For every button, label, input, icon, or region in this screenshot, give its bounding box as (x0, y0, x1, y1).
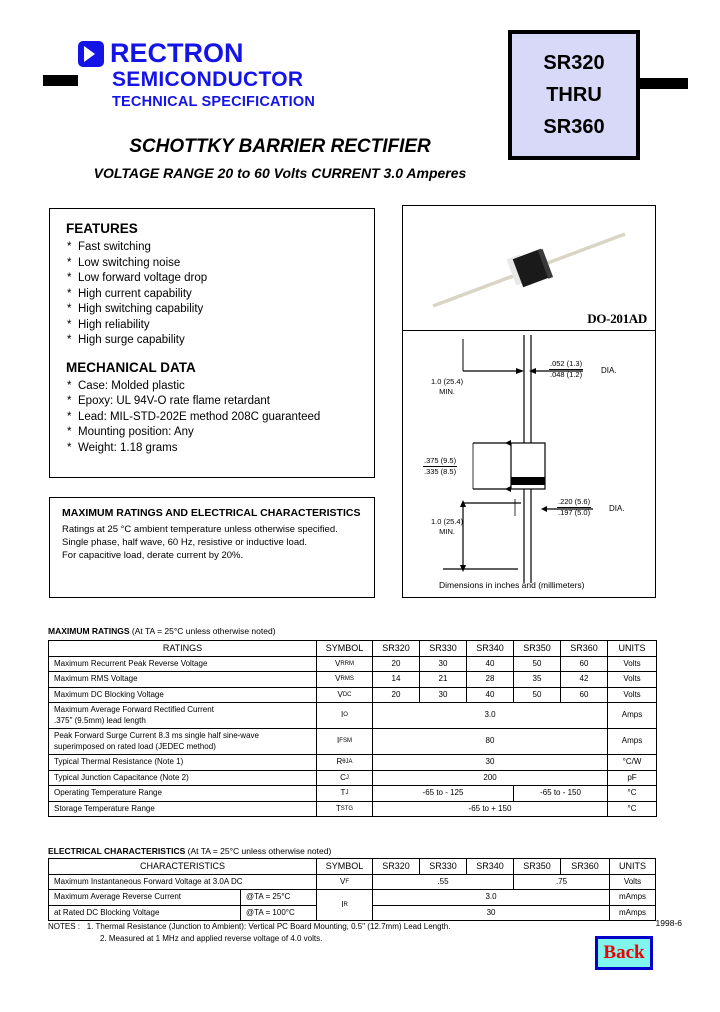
rating-value: 50 (514, 656, 561, 672)
rule-bar-left (43, 75, 78, 86)
characteristic-description: Maximum Instantaneous Forward Voltage at 3.0A DC (49, 874, 317, 890)
rating-value: 21 (420, 672, 467, 688)
characteristic-symbol: IR (317, 890, 373, 921)
max-ratings-table (48, 640, 657, 817)
table-header-cell: SYMBOL (317, 859, 373, 875)
table-header-cell: SR350 (514, 641, 561, 657)
rating-value: 30 (373, 755, 608, 771)
characteristic-units: mAmps (610, 890, 656, 906)
rating-units: °C/W (608, 755, 657, 771)
rating-description: Typical Junction Capacitance (Note 2) (49, 770, 317, 786)
characteristic-value: 3.0 (373, 890, 610, 906)
rating-value: 20 (373, 687, 420, 703)
rating-value: -65 to - 150 (514, 786, 608, 802)
electrical-characteristics-table (48, 858, 656, 921)
part-number-bottom: SR360 (543, 116, 605, 138)
rating-value: -65 to + 150 (373, 801, 608, 817)
brand-subline: SEMICONDUCTOR (112, 68, 304, 91)
rating-value: 200 (373, 770, 608, 786)
feature-item: * Low forward voltage drop (66, 271, 358, 287)
characteristic-description: Maximum Average Reverse Current (49, 890, 241, 906)
rating-value: 30 (420, 656, 467, 672)
page-subtitle: VOLTAGE RANGE 20 to 60 Volts CURRENT 3.0 Amperes (93, 165, 467, 181)
table-header-cell: SR320 (373, 641, 420, 657)
table-header-cell: SR350 (514, 859, 561, 875)
table-header-cell: UNITS (610, 859, 656, 875)
rating-units: Amps (608, 703, 657, 729)
table-row (49, 786, 657, 802)
table-header-cell: UNITS (608, 641, 657, 657)
rating-value: 35 (514, 672, 561, 688)
max-ratings-note-line: Ratings at 25 °C ambient temperature unless otherwise specified. (62, 524, 338, 535)
page-header (0, 0, 720, 190)
rating-value: -65 to - 125 (373, 786, 514, 802)
footer-notes (48, 921, 450, 944)
rating-units: °C (608, 786, 657, 802)
table-header-cell: SR320 (373, 859, 420, 875)
rating-description: Storage Temperature Range (49, 801, 317, 817)
rectron-logo-icon (78, 41, 104, 67)
rating-value: 28 (467, 672, 514, 688)
rating-units: °C (608, 801, 657, 817)
rating-symbol: CJ (317, 770, 373, 786)
package-type-label: DO-201AD (587, 311, 647, 326)
table-row (49, 729, 657, 755)
rating-symbol: VRRM (317, 656, 373, 672)
characteristic-description: at Rated DC Blocking Voltage (49, 905, 241, 921)
package-drawing-panel (402, 205, 656, 598)
semiconductor-row (78, 69, 408, 93)
max-ratings-note-panel (49, 497, 375, 598)
rating-description: Typical Thermal Resistance (Note 1) (49, 755, 317, 771)
mechanical-item: * Epoxy: UL 94V-O rate flame retardant (66, 394, 358, 410)
table-row (49, 890, 656, 906)
dim-body-diameter-word: DIA. (609, 504, 625, 513)
rating-description: Operating Temperature Range (49, 786, 317, 802)
table-header-cell: CHARACTERISTICS (49, 859, 317, 875)
rating-value: 20 (373, 656, 420, 672)
max-ratings-note-heading: MAXIMUM RATINGS AND ELECTRICAL CHARACTERISTICS (62, 507, 361, 519)
table-header-cell: SR330 (420, 641, 467, 657)
table-header-cell: SR340 (467, 859, 514, 875)
rating-value: 60 (561, 687, 608, 703)
table-row (49, 672, 657, 688)
table-row (49, 801, 657, 817)
technical-specification-label: TECHNICAL SPECIFICATION (112, 94, 316, 110)
package-photo (403, 206, 655, 331)
table-header-cell: SYMBOL (317, 641, 373, 657)
mechanical-item: * Case: Molded plastic (66, 379, 358, 395)
rating-description: Maximum Average Forward Rectified Current .375" (9.5mm) lead length (49, 703, 317, 729)
rating-symbol: VDC (317, 687, 373, 703)
rating-value: 40 (467, 687, 514, 703)
table-header-cell: SR330 (420, 859, 467, 875)
characteristic-units: mAmps (610, 905, 656, 921)
dim-body-length-label: .375 (9.5) .335 (8.5) (424, 456, 457, 476)
max-ratings-note-line: For capacitive load, derate current by 20%. (62, 550, 244, 561)
characteristic-value: .75 (514, 874, 610, 890)
table-header-row (49, 641, 657, 657)
dim-lead-top-label: 1.0 (25.4) MIN. (431, 377, 464, 396)
characteristic-value: 30 (373, 905, 610, 921)
rating-symbol: VRMS (317, 672, 373, 688)
table-header-cell: SR340 (467, 641, 514, 657)
rating-symbol: IO (317, 703, 373, 729)
mechanical-data-heading: MECHANICAL DATA (66, 359, 196, 375)
max-ratings-note-line: Single phase, half wave, 60 Hz, resistive or inductive load. (62, 537, 308, 548)
characteristic-value: .55 (373, 874, 514, 890)
rating-value: 80 (373, 729, 608, 755)
rating-value: 30 (420, 687, 467, 703)
rating-units: Volts (608, 656, 657, 672)
rating-description: Maximum Recurrent Peak Reverse Voltage (49, 656, 317, 672)
mechanical-item: * Lead: MIL-STD-202E method 208C guaranteed (66, 410, 358, 426)
feature-item: * High surge capability (66, 333, 358, 349)
table-row (49, 703, 657, 729)
company-logo-block (78, 40, 408, 110)
features-list (66, 240, 358, 349)
rating-symbol: TSTG (317, 801, 373, 817)
characteristic-condition: @TA = 100°C (241, 905, 317, 921)
brand-name: RECTRON (110, 38, 244, 68)
rating-value: 60 (561, 656, 608, 672)
max-ratings-note-lines (62, 523, 362, 562)
mechanical-item: * Mounting position: Any (66, 425, 358, 441)
dim-lead-diameter-label: .052 (1.3) .048 (1.2) (550, 359, 583, 379)
dim-lead-bottom-label: 1.0 (25.4) MIN. (431, 517, 464, 536)
table-row (49, 874, 656, 890)
rating-description: Peak Forward Surge Current 8.3 ms single half sine-wave superimposed on rated load (JEDEC method) (49, 729, 317, 755)
page-title: SCHOTTKY BARRIER RECTIFIER (129, 136, 431, 157)
brand-row (78, 40, 408, 67)
rating-units: pF (608, 770, 657, 786)
feature-item: * High reliability (66, 318, 358, 334)
features-heading: FEATURES (66, 221, 138, 236)
dim-lead-diameter-word: DIA. (601, 366, 617, 375)
rating-units: Volts (608, 672, 657, 688)
revision-date: 1998-6 (655, 918, 682, 928)
table-row (49, 687, 657, 703)
rating-value: 50 (514, 687, 561, 703)
rating-units: Volts (608, 687, 657, 703)
mechanical-data-list (66, 379, 358, 457)
feature-item: * Low switching noise (66, 256, 358, 272)
dim-body-diameter-label: .220 (5.6) .197 (5.0) (558, 497, 591, 517)
characteristic-symbol: VF (317, 874, 373, 890)
feature-item: * High current capability (66, 287, 358, 303)
table-header-cell: SR360 (561, 859, 610, 875)
mechanical-item: * Weight: 1.18 grams (66, 441, 358, 457)
table-row (49, 755, 657, 771)
back-button[interactable]: Back (595, 936, 653, 970)
characteristic-units: Volts (610, 874, 656, 890)
max-ratings-table-caption: MAXIMUM RATINGS (At TA = 25°C unless otherwise noted) (48, 626, 276, 636)
rating-value: 3.0 (373, 703, 608, 729)
part-number-thru: THRU (546, 84, 602, 106)
part-number-top: SR320 (543, 52, 605, 74)
rating-symbol: TJ (317, 786, 373, 802)
feature-item: * Fast switching (66, 240, 358, 256)
rating-value: 40 (467, 656, 514, 672)
table-header-cell: RATINGS (49, 641, 317, 657)
characteristic-condition: @TA = 25°C (241, 890, 317, 906)
table-row (49, 656, 657, 672)
table-header-cell: SR360 (561, 641, 608, 657)
notes-line-1: NOTES : 1. Thermal Resistance (Junction to Ambient): Vertical PC Board Mounting, 0.5" (12.7mm) Lead Length. (48, 922, 451, 931)
notes-line-2: 2. Measured at 1 MHz and applied reverse voltage of 4.0 volts. (100, 933, 323, 943)
rating-symbol: RθJA (317, 755, 373, 771)
rating-units: Amps (608, 729, 657, 755)
table-row (49, 770, 657, 786)
rating-value: 14 (373, 672, 420, 688)
rating-description: Maximum DC Blocking Voltage (49, 687, 317, 703)
rating-value: 42 (561, 672, 608, 688)
rating-symbol: IFSM (317, 729, 373, 755)
dimension-drawing (403, 331, 655, 597)
dimension-caption: Dimensions in inches and (millimeters) (439, 580, 585, 590)
rating-description: Maximum RMS Voltage (49, 672, 317, 688)
feature-item: * High switching capability (66, 302, 358, 318)
features-panel (49, 208, 375, 478)
table-header-row (49, 859, 656, 875)
electrical-table-caption: ELECTRICAL CHARACTERISTICS (At TA = 25°C unless otherwise noted) (48, 846, 332, 856)
